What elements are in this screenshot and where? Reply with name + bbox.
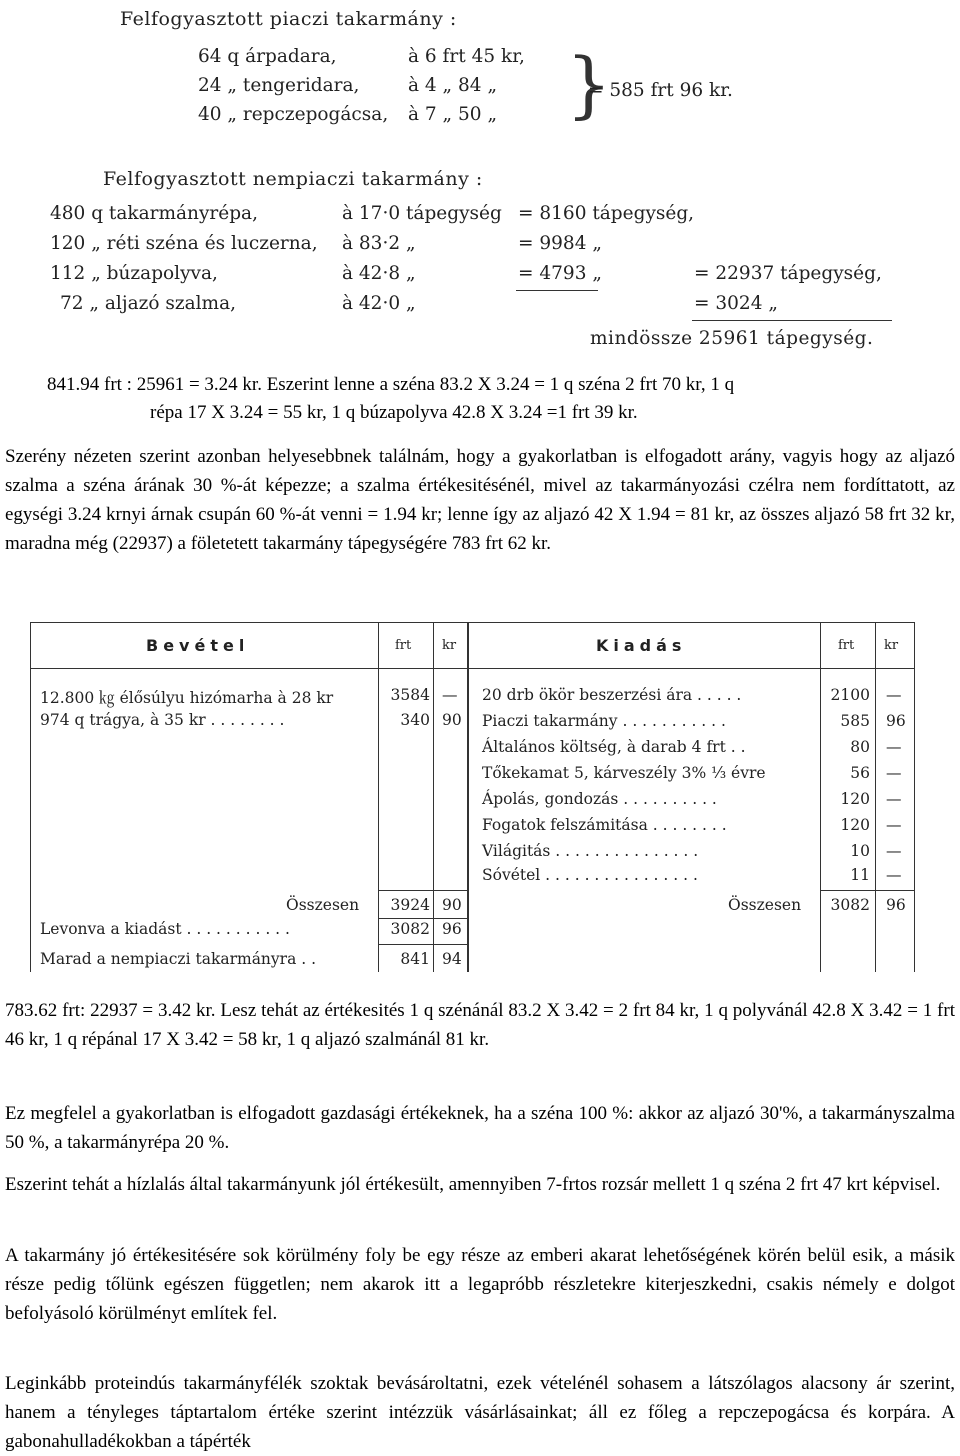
bevetel-total-kr: 90 (442, 896, 462, 914)
kiadas-row-label: Általános költség, à darab 4 frt . . (482, 738, 746, 756)
sum-rule (516, 290, 598, 291)
kiadas-row-label: Fogatok felszámitása . . . . . . . . (482, 816, 727, 834)
paragraph: A takarmány jó értékesitésére sok körülmény foly be egy része az emberi akarat lehetőségének körén belül esik, a másik része pedig tőlünk egészen független; nem akarok itt a legapróbb részletekre kiterjeszkedni, csakis némely e dolgot befolyásoló körülményt említek fel. (5, 1245, 955, 1324)
piaci-row-unit: à 6 frt 45 kr, (408, 46, 525, 67)
osszesen-label: Összesen (286, 896, 360, 914)
piaci-row-qty: 64 q árpadara, (198, 46, 337, 67)
levonva-frt: 3082 (390, 920, 430, 938)
paragraph: Szerény nézeten szerint azonban helyesebbnek találnám, hogy a gyakorlatban is elfogadott arány, vagyis hogy az aljazó szalma a széna árának 30 %-át képezze; a szalma értékesitésénél, mivel az takarmányozási czélra nem fordíttatott, az egységi 3.24 krnyi árnak csupán 60 %-át venni = 1.94 kr; lenne így az aljazó 42 X 1.94 = 81 kr, az összes aljazó 58 frt 32 kr, maradna még (22937) a föletetett takarmány tápegységére 783 frt 62 kr. (5, 446, 955, 554)
nempiaci-row-eq: = 4793 „ (518, 263, 602, 284)
kiadas-row-label: Ápolás, gondozás . . . . . . . . . . (482, 790, 717, 808)
nempiaci-row-qty: 112 „ búzapolyva, (50, 263, 218, 284)
nempiaci-row-sum: = 22937 tápegység, (694, 263, 882, 284)
sum-rule (692, 320, 892, 321)
frt-header: frt (395, 638, 412, 653)
piaci-row-unit: à 7 „ 50 „ (408, 104, 498, 125)
piaci-row-qty: 40 „ repczepogácsa, (198, 104, 389, 125)
balance-table (30, 622, 915, 972)
nempiaci-row-unit: à 17·0 tápegység (342, 203, 502, 224)
nempiaci-row-unit: à 42·8 „ (342, 263, 416, 284)
bevetel-row-kr: 90 (442, 711, 462, 729)
kiadas-row-label: Sóvétel . . . . . . . . . . . . . . . . (482, 866, 698, 884)
nempiaci-row-eq: = 8160 tápegység, (518, 203, 695, 224)
kiadas-row-frt: 11 (850, 866, 870, 884)
bevetel-header: Bevétel (146, 636, 250, 655)
kr-header: kr (442, 638, 457, 653)
bevetel-row-label: 974 q trágya, à 35 kr . . . . . . . . (40, 711, 285, 729)
nempiaci-row-qty: 480 q takarmányrépa, (50, 203, 258, 224)
kiadas-row-frt: 10 (850, 842, 870, 860)
kiadas-row-kr: — (886, 764, 902, 782)
kiadas-row-kr: — (886, 842, 902, 860)
calc-line-1: 841.94 frt : 25961 = 3.24 kr. Eszerint lenne a széna 83.2 X 3.24 = 1 q széna 2 frt 70 kr, 1 q (47, 374, 735, 395)
kiadas-row-label: Tőkekamat 5, kárveszély 3% ⅓ évre (482, 764, 766, 782)
piaci-total: = 585 frt 96 kr. (588, 80, 733, 101)
levonva-label: Levonva a kiadást . . . . . . . . . . . (40, 920, 290, 938)
marad-frt: 841 (400, 950, 430, 968)
nempiaci-row-unit: à 83·2 „ (342, 233, 416, 254)
kiadas-row-label: 20 drb ökör beszerzési ára . . . . . (482, 686, 742, 704)
bevetel-row-kr: — (442, 686, 458, 704)
bevetel-row-label: 12.800 ㎏ élősúlyu hizómarha à 28 kr (40, 689, 334, 707)
marad-kr: 94 (442, 950, 462, 968)
kiadas-row-frt: 120 (840, 816, 870, 834)
nempiaci-row-sum: = 3024 „ (694, 293, 778, 314)
bevetel-total-frt: 3924 (390, 896, 430, 914)
kiadas-row-kr: 96 (886, 712, 906, 730)
kiadas-row-frt: 120 (840, 790, 870, 808)
kiadas-total-kr: 96 (886, 896, 906, 914)
nempiaci-row-unit: à 42·0 „ (342, 293, 416, 314)
marad-label: Marad a nempiaczi takarmányra . . (40, 950, 317, 968)
kiadas-row-kr: — (886, 686, 902, 704)
kiadas-row-frt: 80 (850, 738, 870, 756)
kiadas-row-frt: 56 (850, 764, 870, 782)
kiadas-row-frt: 585 (840, 712, 870, 730)
paragraph: Eszerint tehát a hízlalás által takarmányunk jól értékesült, amennyiben 7-frtos rozsár mellett 1 q széna 2 frt 47 krt képvisel. (5, 1174, 941, 1195)
frt-header: frt (838, 638, 855, 653)
piaci-brace: } (566, 42, 612, 126)
paragraph: Ez megfelel a gyakorlatban is elfogadott gazdasági értékeknek, ha a széna 100 %: akkor az aljazó 30'%, a takarmányszalma 50 %, a takarmányrépa 20 %. (5, 1103, 955, 1153)
kiadas-row-kr: — (886, 816, 902, 834)
calc-line-2: répa 17 X 3.24 = 55 kr, 1 q búzapolyva 42.8 X 3.24 =1 frt 39 kr. (150, 402, 638, 423)
bevetel-row-frt: 340 (400, 711, 430, 729)
levonva-kr: 96 (442, 920, 462, 938)
piaci-row-unit: à 4 „ 84 „ (408, 75, 498, 96)
piaci-title: Felfogyasztott piaczi takarmány : (120, 8, 457, 30)
kiadas-header: Kiadás (596, 636, 687, 655)
kiadas-row-label: Piaczi takarmány . . . . . . . . . . . (482, 712, 726, 730)
nempiaci-row-eq: = 9984 „ (518, 233, 602, 254)
kiadas-row-label: Világitás . . . . . . . . . . . . . . . (482, 842, 699, 860)
osszesen-label: Összesen (728, 896, 802, 914)
bevetel-row-frt: 3584 (390, 686, 430, 704)
kiadas-row-kr: — (886, 866, 902, 884)
nempiaci-row-qty: 120 „ réti széna és luczerna, (50, 233, 318, 254)
paragraph: 783.62 frt: 22937 = 3.42 kr. Lesz tehát az értékesités 1 q szénánál 83.2 X 3.42 = 2 frt 84 kr, 1 q polyvánál 42.8 X 3.42 = 1 frt 46 kr, 1 q répánal 17 X 3.42 = 58 kr, 1 q aljazó szalmánál 81 kr. (5, 1000, 955, 1050)
kiadas-row-kr: — (886, 738, 902, 756)
kiadas-row-frt: 2100 (830, 686, 870, 704)
kiadas-row-kr: — (886, 790, 902, 808)
nempiaci-row-qty: 72 „ aljazó szalma, (60, 293, 237, 314)
kr-header: kr (884, 638, 899, 653)
nempiaci-total: mindössze 25961 tápegység. (590, 328, 874, 349)
paragraph: Leginkább proteindús takarmányfélék szoktak bevásároltatni, ezek vételénél sohasem a látszólagos alacsony ár szerint, hanem a tényleges táptartalom értéke szerint intézzük vásárlásainkat; áll ez főleg a repczepogácsa és korpára. A gabonahulladékokban a tápérték (5, 1373, 955, 1452)
kiadas-total-frt: 3082 (830, 896, 870, 914)
nempiaci-title: Felfogyasztott nempiaczi takarmány : (103, 168, 483, 190)
piaci-row-qty: 24 „ tengeridara, (198, 75, 360, 96)
